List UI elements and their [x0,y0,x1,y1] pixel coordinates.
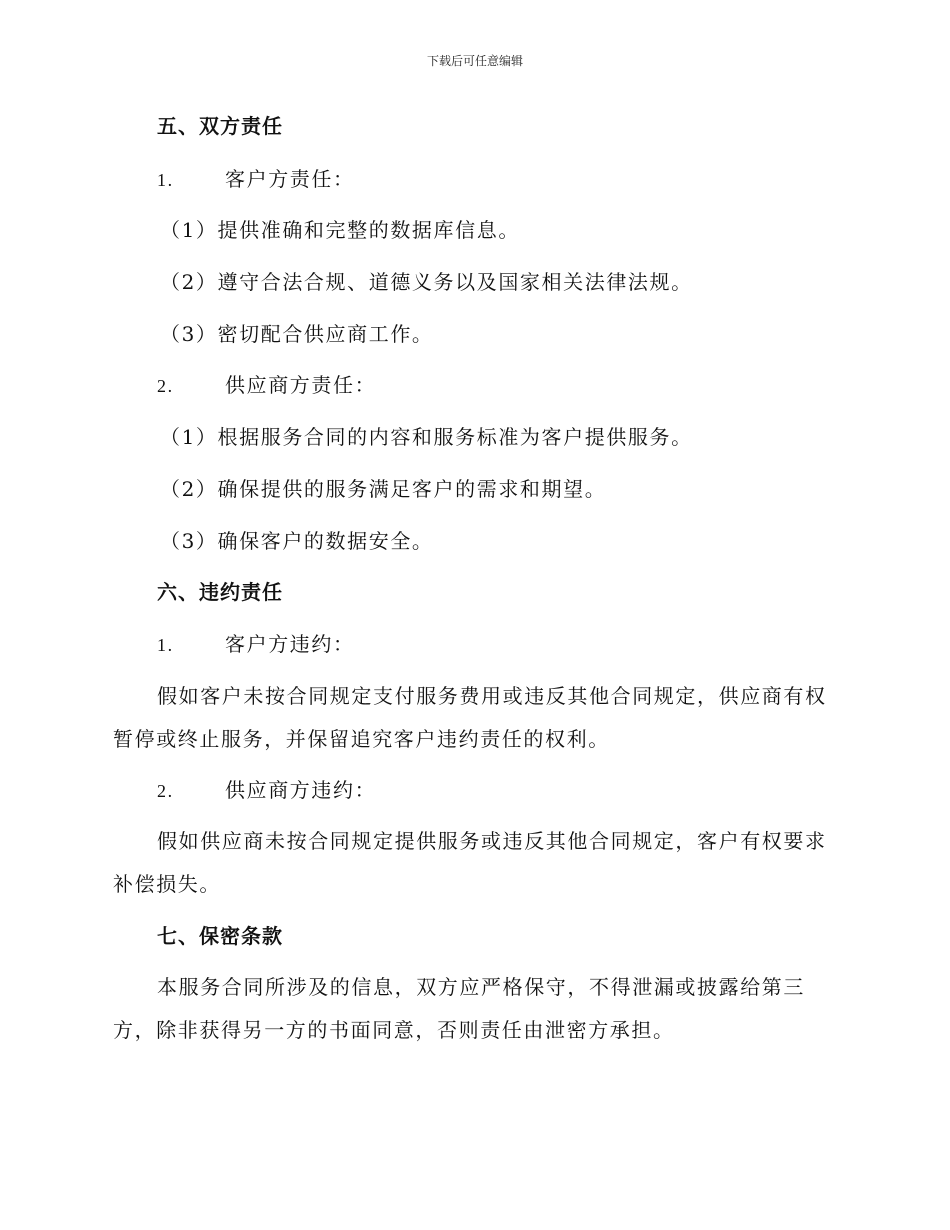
list-number: 1. [157,170,174,190]
paragraph-line: 方，除非获得另一方的书面同意，否则责任由泄密方承担。 [113,1018,675,1042]
list-item-header [157,371,376,400]
list-number: 2. [157,376,174,396]
list-item-header [157,630,355,659]
paragraph-line: 假如供应商未按合同规定提供服务或违反其他合同规定，客户有权要求 [157,829,827,853]
list-item-title: 客户方违约： [225,632,355,656]
paragraph-line: 本服务合同所涉及的信息，双方应严格保守，不得泄漏或披露给第三 [157,975,805,999]
list-item-title: 客户方责任： [225,167,355,191]
section-heading-5: 五、双方责任 [157,114,283,138]
list-number: 2. [157,781,174,801]
paragraph-line: 假如客户未按合同规定支付服务费用或违反其他合同规定，供应商有权 [157,684,827,708]
page-header: 下载后可任意编辑 [426,54,523,68]
sub-item: （3）密切配合供应商工作。 [160,322,434,346]
list-item-title: 供应商方违约： [225,778,377,802]
section-heading-7: 七、保密条款 [157,924,283,948]
list-number: 1. [157,635,174,655]
list-item-header [157,776,376,805]
list-item-title: 供应商方责任： [225,373,377,397]
list-item-header [157,165,355,194]
sub-item: （3）确保客户的数据安全。 [160,529,434,553]
paragraph-line: 补偿损失。 [113,872,221,896]
sub-item: （2）遵守合法合规、道德义务以及国家相关法律法规。 [160,270,693,294]
section-heading-6: 六、违约责任 [157,580,283,604]
sub-item: （2）确保提供的服务满足客户的需求和期望。 [160,477,607,501]
sub-item: （1）提供准确和完整的数据库信息。 [160,218,520,242]
paragraph-line: 暂停或终止服务，并保留追究客户违约责任的权利。 [113,727,610,751]
sub-item: （1）根据服务合同的内容和服务标准为客户提供服务。 [160,425,693,449]
